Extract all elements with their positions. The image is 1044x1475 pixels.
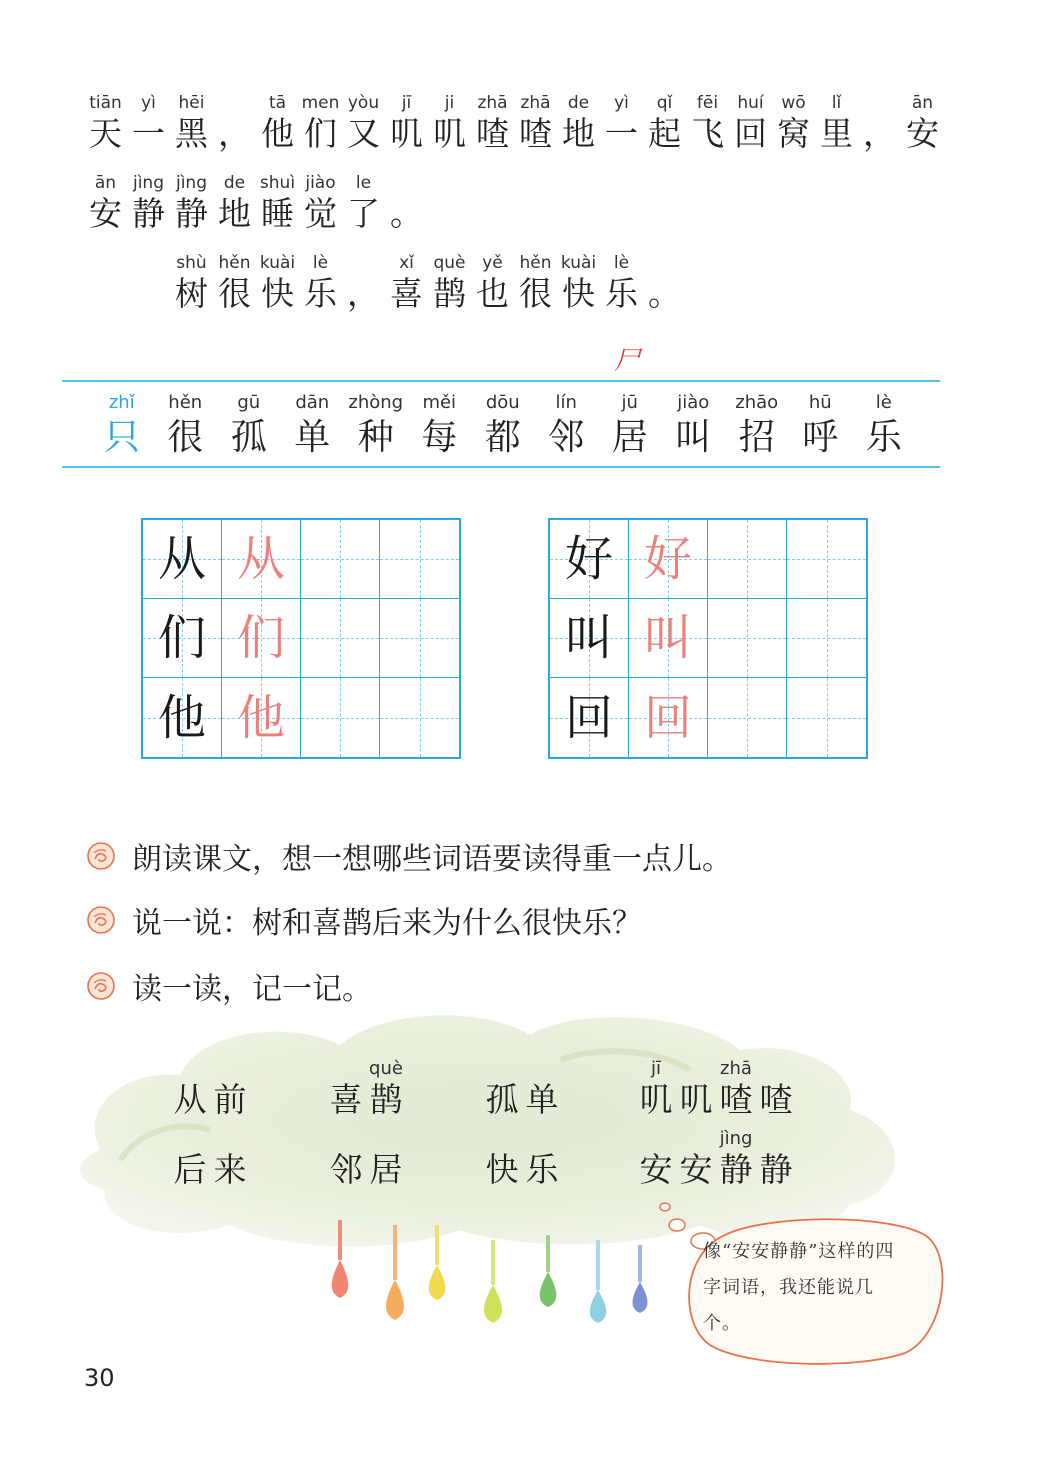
grid-char: 从 [157,531,206,587]
ruby-char [213,172,256,234]
vocab-char [366,1058,406,1120]
model-char-cell [143,599,222,678]
vocab-word-4 [636,1058,796,1120]
ruby-char [471,252,514,314]
ruby-char [170,172,213,234]
vocab-char [482,1058,522,1120]
new-char [852,391,916,461]
new-char [90,391,154,461]
hanzi: 叽 [679,1080,713,1119]
pinyin: kuài [560,253,597,273]
new-char-hanzi: 孤 [230,417,267,458]
vocab-char [210,1128,250,1190]
band-top-line [62,380,940,382]
pinyin: jiào [305,173,336,193]
hanzi: 喳 [519,114,552,153]
ruby-char [213,92,256,154]
hanzi: 。 [648,274,681,313]
new-char-pinyin: gū [237,392,261,413]
ruby-char [84,92,127,154]
pinyin: kuài [259,253,296,273]
ruby-char [256,92,299,154]
pinyin: hěn [218,253,251,273]
ruby-char [557,252,600,314]
grid-char: 他 [157,689,206,746]
ruby-char [299,172,342,234]
hanzi: 喳 [476,114,509,153]
empty-practice-cell [787,599,866,678]
new-char-hanzi: 很 [167,417,204,458]
new-char-pinyin: dān [295,392,330,413]
new-char [471,391,535,461]
hanzi: 叽 [390,114,423,153]
pinyin: yě [482,253,503,273]
pinyin: zhā [520,93,551,113]
new-char [535,391,599,461]
drop-blue [632,1245,647,1313]
pinyin: de [567,93,590,113]
new-char-pinyin: lín [555,392,577,413]
new-char [789,391,853,461]
hanzi: 快 [261,274,294,313]
ruby-char [127,172,170,234]
pinyin: què [369,1058,403,1079]
new-char-pinyin: lè [875,392,892,413]
pinyin: lǐ [831,93,842,113]
hanzi: 一 [605,114,638,153]
hanzi: 里 [820,114,853,153]
drop-orange [386,1225,404,1320]
pinyin: men [301,93,340,113]
vocab-char [756,1058,796,1120]
trace-char-cell [629,678,708,757]
vocab-char [522,1128,562,1190]
vocab-char [716,1128,756,1190]
grid-char: 回 [643,689,692,746]
ruby-char [428,252,471,314]
new-char-hanzi: 邻 [548,417,585,458]
vocab-char [170,1058,210,1120]
trace-char-cell [629,599,708,678]
pinyin: lè [613,253,630,273]
model-char-cell [143,678,222,757]
new-char [154,391,218,461]
pinyin: jī [650,1058,661,1079]
bubble-text: 像“安安静静”这样的四字词语，我还能说几个。 [703,1241,895,1334]
pinyin: jī [401,93,412,113]
hanzi: 快 [562,274,595,313]
new-char-hanzi: 乐 [865,417,902,458]
hanzi: 。 [390,194,423,233]
text-line-2 [84,172,428,234]
pinyin: shù [176,253,207,273]
pinyin: ān [911,93,934,113]
grid-char: 叫 [643,610,692,666]
pinyin: shuì [259,173,296,193]
new-char-hanzi: 呼 [802,417,839,458]
pinyin: zhā [477,93,508,113]
new-characters-row [90,391,916,461]
exercise-swirl-icon [86,841,116,871]
ruby-char [428,92,471,154]
grid-char: 从 [236,531,285,587]
vocab-char [716,1058,756,1120]
hanzi: 黑 [175,114,208,153]
hanzi: 乐 [525,1150,559,1189]
hanzi: 觉 [304,194,337,233]
exercise-swirl-icon [86,971,116,1001]
ruby-char [170,92,213,154]
empty-practice-cell [708,520,787,599]
new-char [281,391,345,461]
vocab-char [636,1058,676,1120]
new-char-hanzi: 每 [421,417,458,458]
grid-char: 们 [236,610,285,666]
color-drops [310,1220,670,1330]
hanzi: ， [347,274,380,313]
empty-practice-cell [301,520,380,599]
pinyin: zhā [720,1058,752,1079]
hanzi: 来 [213,1150,247,1189]
ruby-char [643,252,686,314]
text-line-1 [84,92,944,154]
hanzi: ， [863,114,896,153]
empty-practice-cell [708,678,787,757]
pinyin: què [433,253,466,273]
hanzi: 乐 [605,274,638,313]
vocab-word-3 [482,1058,562,1120]
hanzi: 静 [132,194,165,233]
pinyin: tā [268,93,287,113]
ruby-char [127,92,170,154]
ruby-char [385,172,428,234]
page-number: 30 [84,1364,115,1392]
hanzi: 安 [639,1150,673,1189]
ruby-char [858,92,901,154]
grid-char: 他 [236,689,285,746]
ruby-char [772,92,815,154]
new-char-pinyin: zhāo [735,392,779,413]
ruby-char [256,252,299,314]
trace-char-cell [222,678,301,757]
grid-char: 回 [564,689,613,746]
ruby-char [600,92,643,154]
text-line-3 [170,252,686,314]
drop-green [540,1235,557,1307]
pinyin: tiān [89,93,122,113]
ruby-char [213,252,256,314]
hanzi: ， [218,114,251,153]
empty-practice-cell [301,678,380,757]
hanzi: 静 [175,194,208,233]
new-char-hanzi: 单 [294,417,331,458]
hanzi: 乐 [304,274,337,313]
hanzi: 叽 [433,114,466,153]
exercise-swirl-icon [86,905,116,935]
ruby-char [686,92,729,154]
hanzi: 快 [485,1150,519,1189]
pinyin: ān [94,173,117,193]
new-char [598,391,662,461]
pinyin: xǐ [399,253,414,273]
pinyin: jìng [175,173,207,193]
vocab-word-5 [170,1128,250,1190]
trace-char-cell [629,520,708,599]
pinyin: hēi [178,93,205,113]
new-char [344,391,408,461]
hanzi: 很 [519,274,552,313]
pinyin: wō [781,93,806,113]
new-char [217,391,281,461]
hanzi: 喳 [719,1080,753,1119]
hanzi: 喜 [390,274,423,313]
hanzi: 前 [213,1080,247,1119]
hanzi: 喳 [759,1080,793,1119]
new-char-hanzi: 居 [611,417,648,458]
exercise-2-text: 说一说：树和喜鹊后来为什么很快乐？ [132,906,642,941]
new-char-hanzi: 种 [357,417,394,458]
drop-cyan [590,1240,607,1323]
new-char [725,391,789,461]
vocab-char [366,1128,406,1190]
band-bottom-line [62,466,940,468]
drop-lime [484,1240,502,1323]
ruby-char [729,92,772,154]
exercise-1-text: 朗读课文，想一想哪些词语要读得重一点儿。 [132,842,732,877]
new-char-hanzi: 叫 [675,417,712,458]
drop-yellow [429,1225,446,1300]
hanzi: 鹊 [433,274,466,313]
empty-practice-cell [787,678,866,757]
hanzi: 了 [347,194,380,233]
ruby-char [815,92,858,154]
hanzi: 窝 [777,114,810,153]
trace-char-cell [222,599,301,678]
hanzi: 地 [562,114,595,153]
new-char-pinyin: hěn [168,392,203,413]
ruby-char [342,172,385,234]
hanzi: 鹊 [369,1080,403,1119]
grid-char: 好 [564,531,613,587]
pinyin: lè [312,253,329,273]
new-char-pinyin: dōu [485,392,520,413]
ruby-char [385,92,428,154]
ruby-char [514,92,557,154]
vocab-char [636,1128,676,1190]
empty-practice-cell [380,599,459,678]
new-char-pinyin: zhǐ [108,392,135,413]
vocab-char [210,1058,250,1120]
pinyin: qǐ [656,93,673,113]
hanzi: 后 [173,1150,207,1189]
empty-practice-cell [787,520,866,599]
grid-char: 好 [643,531,692,587]
hanzi: 静 [719,1150,753,1189]
new-char-pinyin: hū [808,392,832,413]
new-char [408,391,472,461]
ruby-char [170,252,213,314]
hanzi: 安 [906,114,939,153]
hanzi: 一 [132,114,165,153]
exercise-3-text: 读一读，记一记。 [132,972,372,1007]
pinyin: de [223,173,246,193]
hanzi: 从 [173,1080,207,1119]
hanzi: 们 [304,114,337,153]
radical-hint: 尸 [614,346,641,376]
hanzi: 很 [218,274,251,313]
hanzi: 静 [759,1150,793,1189]
vocab-char [522,1058,562,1120]
ruby-char [514,252,557,314]
pinyin: le [355,173,372,193]
model-char-cell [550,599,629,678]
new-char [662,391,726,461]
new-char-pinyin: zhòng [348,392,404,413]
new-char-hanzi: 招 [738,417,775,458]
empty-practice-cell [380,678,459,757]
model-char-cell [550,678,629,757]
pinyin: hěn [519,253,552,273]
ruby-char [256,172,299,234]
hanzi: 起 [648,114,681,153]
new-char-hanzi: 只 [103,417,140,458]
hanzi: 飞 [691,114,724,153]
pinyin: jìng [132,173,164,193]
exercise-1 [86,834,732,878]
hanzi: 邻 [329,1150,363,1189]
pinyin: ji [444,93,455,113]
hanzi: 又 [347,114,380,153]
hanzi: 也 [476,274,509,313]
vocab-char [326,1128,366,1190]
vocab-char [170,1128,210,1190]
hanzi: 回 [734,114,767,153]
vocab-word-1 [170,1058,250,1120]
vocab-char [482,1128,522,1190]
ruby-char [557,92,600,154]
grid-char: 们 [157,610,206,666]
empty-practice-cell [301,599,380,678]
pinyin: huí [737,93,764,113]
new-char-pinyin: jū [621,392,638,413]
ruby-char [299,92,342,154]
new-char-pinyin: jiào [677,392,710,413]
hanzi: 地 [218,194,251,233]
pinyin: fēi [696,93,719,113]
ruby-char [342,92,385,154]
vocab-char [676,1058,716,1120]
vocab-char [676,1128,716,1190]
hanzi: 居 [369,1150,403,1189]
model-char-cell [143,520,222,599]
hanzi: 天 [89,114,122,153]
hanzi: 叽 [639,1080,673,1119]
writing-grid-right [548,518,868,759]
hanzi: 喜 [329,1080,363,1119]
hanzi: 他 [261,114,294,153]
vocab-word-8 [636,1128,796,1190]
hanzi: 睡 [261,194,294,233]
new-char-pinyin: měi [422,392,457,413]
pinyin: yì [141,93,156,113]
pinyin: jìng [719,1128,753,1149]
grid-char: 叫 [564,610,613,666]
writing-grid-left [141,518,461,759]
vocab-word-2 [326,1058,406,1120]
hanzi: 安 [89,194,122,233]
ruby-char [385,252,428,314]
pinyin: yòu [347,93,380,113]
vocab-char [756,1128,796,1190]
ruby-char [342,252,385,314]
model-char-cell [550,520,629,599]
pinyin: yì [614,93,629,113]
ruby-char [600,252,643,314]
hanzi: 树 [175,274,208,313]
drop-red [332,1220,349,1298]
hanzi: 孤 [485,1080,519,1119]
empty-practice-cell [708,599,787,678]
hanzi: 单 [525,1080,559,1119]
ruby-char [299,252,342,314]
vocab-word-7 [482,1128,562,1190]
vocab-word-6 [326,1128,406,1190]
hanzi: 安 [679,1150,713,1189]
ruby-char [901,92,944,154]
ruby-char [643,92,686,154]
exercise-2 [86,898,642,942]
ruby-char [471,92,514,154]
ruby-char [84,172,127,234]
empty-practice-cell [380,520,459,599]
new-char-hanzi: 都 [484,417,521,458]
trace-char-cell [222,520,301,599]
vocab-char [326,1058,366,1120]
